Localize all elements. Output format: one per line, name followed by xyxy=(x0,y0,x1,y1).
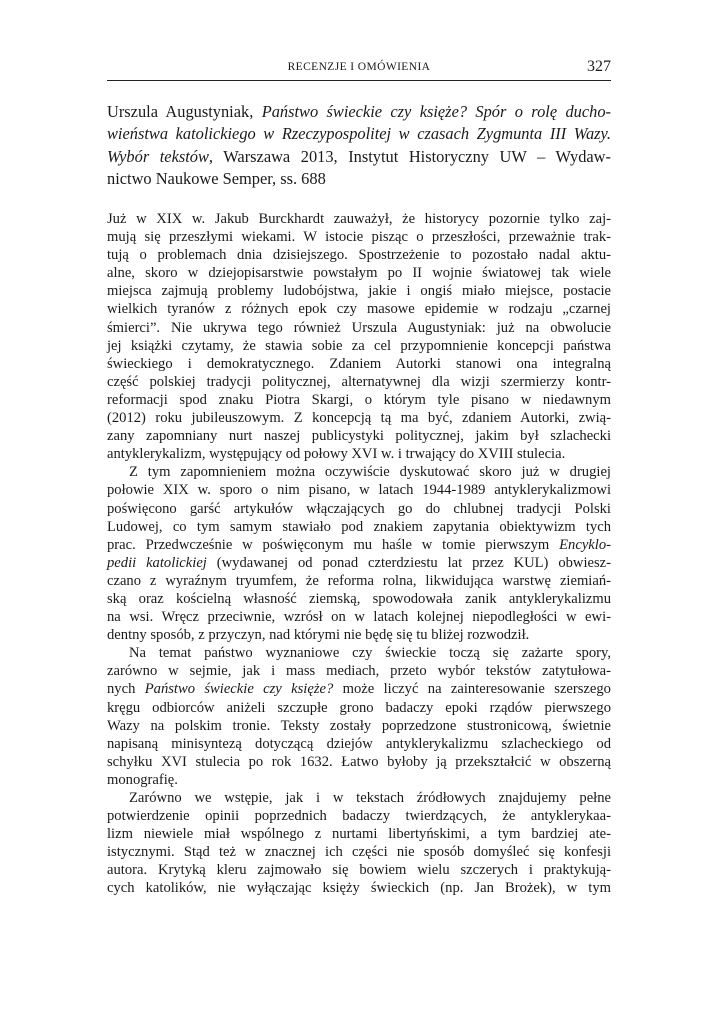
text-segment: (wydawanej od ponad czterdziestu lat przez KUL) obwiesz- xyxy=(206,554,612,571)
text-line: autora. Krytyką kleru zajmowało się bowiem wielu szczerych i praktykują- xyxy=(107,862,611,879)
text-line: cych katolików, nie wyłączając księży świeckich (np. Jan Brożek), w tym xyxy=(107,880,611,897)
page-number: 327 xyxy=(587,58,611,75)
citation-author: Urszula Augustyniak, xyxy=(107,102,254,121)
review-body xyxy=(107,210,611,898)
text-line: jej książki czytamy, że stawia sobie za cel przypomnienie koncepcji państwa xyxy=(107,337,611,354)
running-head-title: RECENZJE I OMÓWIENIA xyxy=(287,61,431,73)
citation-title-1: Państwo świeckie czy księże? Spór o rolę ducho- xyxy=(261,102,611,121)
text-line: monografię. xyxy=(107,771,178,788)
text-line: Ludowej, co tym samym stawiało pod znakiem zapytania obiektywizm tych xyxy=(107,518,611,535)
italic-title-segment: Encyklo- xyxy=(559,536,611,553)
text-line: Wazy na polskim tronie. Teksty zostały poprzedzone stustronicową, świetnie xyxy=(107,717,611,734)
citation-title-3: Wybór tekstów xyxy=(107,146,209,166)
citation-line-3 xyxy=(107,146,611,168)
text-line: część polskiej tradycji politycznej, alternatywnej dla wizji szermierzy kontr- xyxy=(107,373,611,390)
text-line: dentny sposób, z przyczyn, nad którymi nie będę się tu bliżej rozwodził. xyxy=(107,627,530,644)
citation-line-2 xyxy=(107,123,611,145)
text-line-mixed xyxy=(107,536,611,554)
text-line: miejsca zajmują problemy ludobójstwa, jakie i ongiś miało miejsce, postacie xyxy=(107,283,611,300)
book-citation xyxy=(107,101,611,191)
italic-title-segment: pedii katolickiej xyxy=(107,554,207,571)
citation-line-4 xyxy=(107,168,611,190)
text-line: zany zapomniany nurt naszej publicystyki politycznej, jakim był szlachecki xyxy=(107,428,611,445)
text-line: poświęcono garść artykułów włączających go do chlubnej tradycji Polski xyxy=(107,500,611,517)
citation-title-2: wieństwa katolickiego w Rzeczypospolitej w czasach Zygmunta III Wazy. xyxy=(107,124,611,144)
text-line: istycznymi. Stąd też w znacznej ich części nie sposób domyśleć się konfesji xyxy=(107,844,611,861)
text-line: napisaną minisyntezą dotyczącą dziejów antyklerykalizmu szlacheckiego od xyxy=(107,735,611,752)
citation-imprint-1: , Warszawa 2013, Instytut Historyczny UW – Wydaw- xyxy=(208,146,611,166)
text-line-mixed xyxy=(107,680,611,698)
text-line: potwierdzenie opinii poprzednich badaczy twierdzących, że antyklerykaa- xyxy=(107,808,611,825)
text-line: wielkich tyranów z różnych epok czy masowe epidemie w rodzaju „czarnej xyxy=(107,301,611,318)
text-line: ską oraz kościelną własność ziemską, spowodowała zanik antyklerykalizmu xyxy=(107,590,611,607)
text-line: Zarówno we wstępie, jak i w tekstach źródłowych znajdujemy pełne xyxy=(129,790,611,806)
text-segment: może liczyć na zainteresowanie szerszego xyxy=(333,681,611,698)
text-line-mixed xyxy=(107,554,611,572)
text-line: na wsi. Wręcz przeciwnie, wzrósł on w latach kolejnej niepodległości w ewi- xyxy=(107,609,611,626)
paragraph-4 xyxy=(107,789,611,898)
citation-imprint-2: nictwo Naukowe Semper, ss. 688 xyxy=(107,169,326,189)
text-segment: nych xyxy=(107,681,145,698)
text-line: Już w XIX w. Jakub Burckhardt zauważył, że historycy pozornie tylko zaj- xyxy=(107,211,611,227)
text-line: kręgu odbiorców aniżeli szczupłe grono badaczy epoki rządów pierwszego xyxy=(107,699,611,716)
text-line: Z tym zapomnieniem można oczywiście dyskutować skoro już w drugiej xyxy=(129,464,611,481)
text-line: lizm niewiele miał wspólnego z nurtami libertyńskimi, a tym bardziej ate- xyxy=(107,826,611,843)
text-line: świeckiego i demokratycznego. Zdaniem Autorki stanowi ona integralną xyxy=(107,355,611,372)
text-line: schyłku XVI stulecia po rok 1632. Łatwo byłoby ją przekształcić w obszerną xyxy=(107,753,611,770)
text-line: śmierci”. Nie ukrywa tego również Urszula Augustyniak: już na obwolucie xyxy=(107,319,611,336)
text-line: połowie XIX w. sporo o nim pisano, w latach 1944-1989 antyklerykalizmowi xyxy=(107,482,611,499)
citation-line-1 xyxy=(107,101,611,123)
text-line: Na temat państwo wyznaniowe czy świeckie toczą się zażarte spory, xyxy=(129,645,611,662)
text-line: alne, skoro w dziejopisarstwie powstałym po II wojnie światowej tak wiele xyxy=(107,265,611,282)
paragraph-2 xyxy=(107,463,611,644)
text-line: reformacji spod znaku Piotra Skargi, o którym tyle pisano w niedawnym xyxy=(107,391,611,408)
text-segment: prac. Przedwcześnie w poświęconym mu haśle w tomie pierwszym xyxy=(107,536,560,553)
paragraph-1 xyxy=(107,210,611,463)
paragraph-3 xyxy=(107,644,611,789)
text-line: mują się przeszłymi wiekami. W istocie pisząc o przeszłości, przeważnie trak- xyxy=(107,229,611,246)
text-line: zarówno w sejmie, jak i mass mediach, przeto wybór tekstów zatytułowa- xyxy=(107,663,611,680)
running-header xyxy=(107,58,611,81)
text-line: antyklerykalizm, występujący od połowy XVI w. i trwający do XVIII stulecia. xyxy=(107,446,566,463)
text-line: czano z wyraźnym tryumfem, że reforma rolna, likwidująca warstwę ziemiań- xyxy=(107,572,611,589)
text-line: (2012) roku jubileuszowym. Z koncepcją tą ma być, zdaniem Autorki, zwią- xyxy=(107,410,611,427)
italic-title-segment: Państwo świeckie czy księże? xyxy=(144,681,334,698)
text-line: tują o problemach dnia dzisiejszego. Spostrzeżenie to pozostało nadal aktu- xyxy=(107,247,611,264)
